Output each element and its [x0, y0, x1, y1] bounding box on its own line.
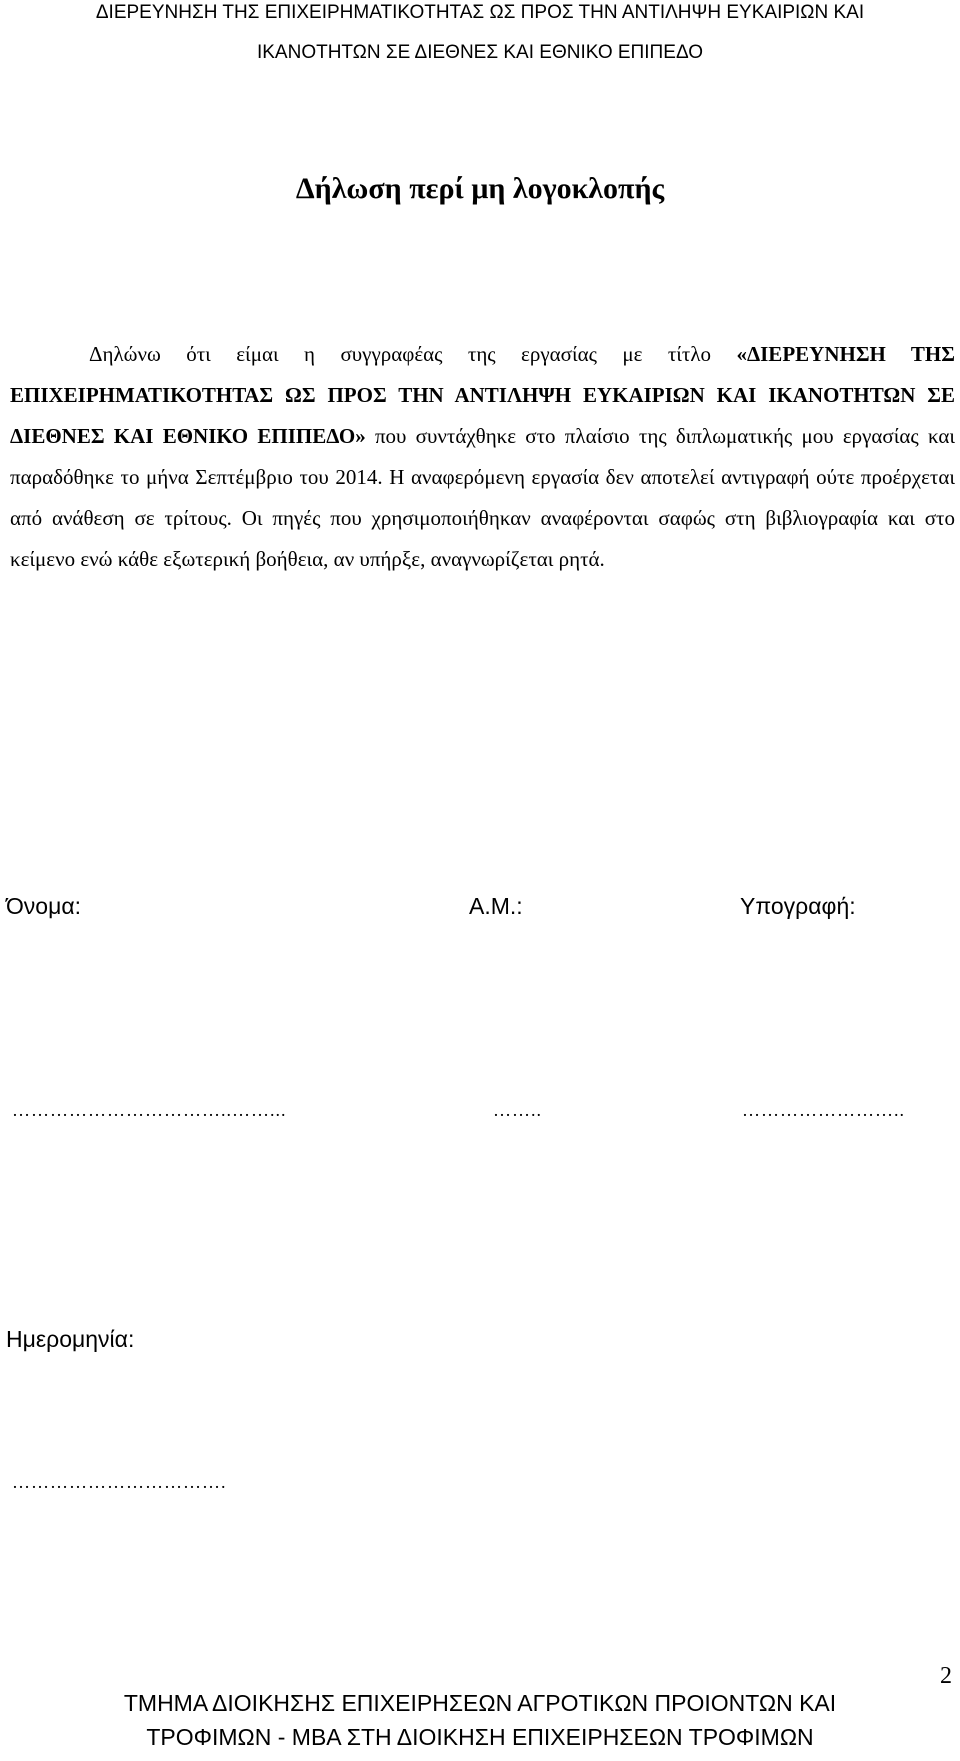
name-blank-line: ……………………………..……... [12, 1100, 287, 1120]
signature-blank-line: …………………….. [742, 1100, 905, 1120]
declaration-paragraph [10, 334, 955, 580]
running-header-line-2: ΙΚΑΝΟΤΗΤΩΝ ΣΕ ΔΙΕΘΝΕΣ ΚΑΙ ΕΘΝΙΚΟ ΕΠΙΠΕΔΟ [256, 42, 704, 63]
date-label: Ημερομηνία: [6, 1326, 135, 1352]
signature-label: Υπογραφή: [740, 893, 856, 919]
date-blank-line: ……………………………. [12, 1472, 227, 1492]
running-header-line-1: ΔΙΕΡΕΥΝΗΣΗ ΤΗΣ ΕΠΙΧΕΙΡΗΜΑΤΙΚΟΤΗΤΑΣ ΩΣ ΠΡΟΣ ΤΗΝ ΑΝΤΙΛΗΨΗ ΕΥΚΑΙΡΙΩΝ ΚΑΙ [95, 2, 865, 23]
registration-number-label: Α.Μ.: [469, 893, 523, 919]
name-label: Όνομα: [6, 893, 82, 919]
footer-line-1: ΤΜΗΜΑ ΔΙΟΙΚΗΣΗΣ ΕΠΙΧΕΙΡΗΣΕΩΝ ΑΓΡΟΤΙΚΩΝ ΠΡΟΙΟΝΤΩΝ ΚΑΙ [123, 1690, 837, 1716]
page-number: 2 [940, 1663, 952, 1689]
registration-number-blank-line: …….. [493, 1100, 542, 1120]
thesis-title: «ΔΙΕΡΕΥΝΗΣΗ ΤΗΣ ΕΠΙΧΕΙΡΗΜΑΤΙΚΟΤΗΤΑΣ ΩΣ ΠΡΟΣ ΤΗΝ ΑΝΤΙΛΗΨΗ ΕΥΚΑΙΡΙΩΝ ΚΑΙ ΙΚΑΝΟΤΗΤΩΝ ΣΕ ΔΙΕΘΝΕΣ ΚΑΙ ΕΘΝΙΚΟ ΕΠΙΠΕΔΟ» [10, 342, 955, 448]
page-title: Δήλωση περί μη λογοκλοπής [295, 172, 665, 205]
declaration-intro: Δηλώνω ότι είμαι η συγγραφέας της εργασίας με τίτλο [89, 342, 737, 366]
footer-line-2: ΤΡΟΦΙΜΩΝ - ΜΒΑ ΣΤΗ ΔΙΟΙΚΗΣΗ ΕΠΙΧΕΙΡΗΣΕΩΝ ΤΡΟΦΙΜΩΝ [146, 1724, 814, 1750]
declaration-body: που συντάχθηκε στο πλαίσιο της διπλωματικής μου εργασίας και παραδόθηκε το μήνα Σεπτέμβριο του 2014. Η αναφερόμενη εργασία δεν αποτελεί αντιγραφή ούτε προέρχεται από ανάθεση σε τρίτους. Οι πηγές που χρησιμοποιήθηκαν αναφέρονται σαφώς στη βιβλιογραφία και στο κείμενο ενώ κάθε εξωτερική βοήθεια, αν υπήρξε, αναγνωρίζεται ρητά. [10, 424, 955, 571]
